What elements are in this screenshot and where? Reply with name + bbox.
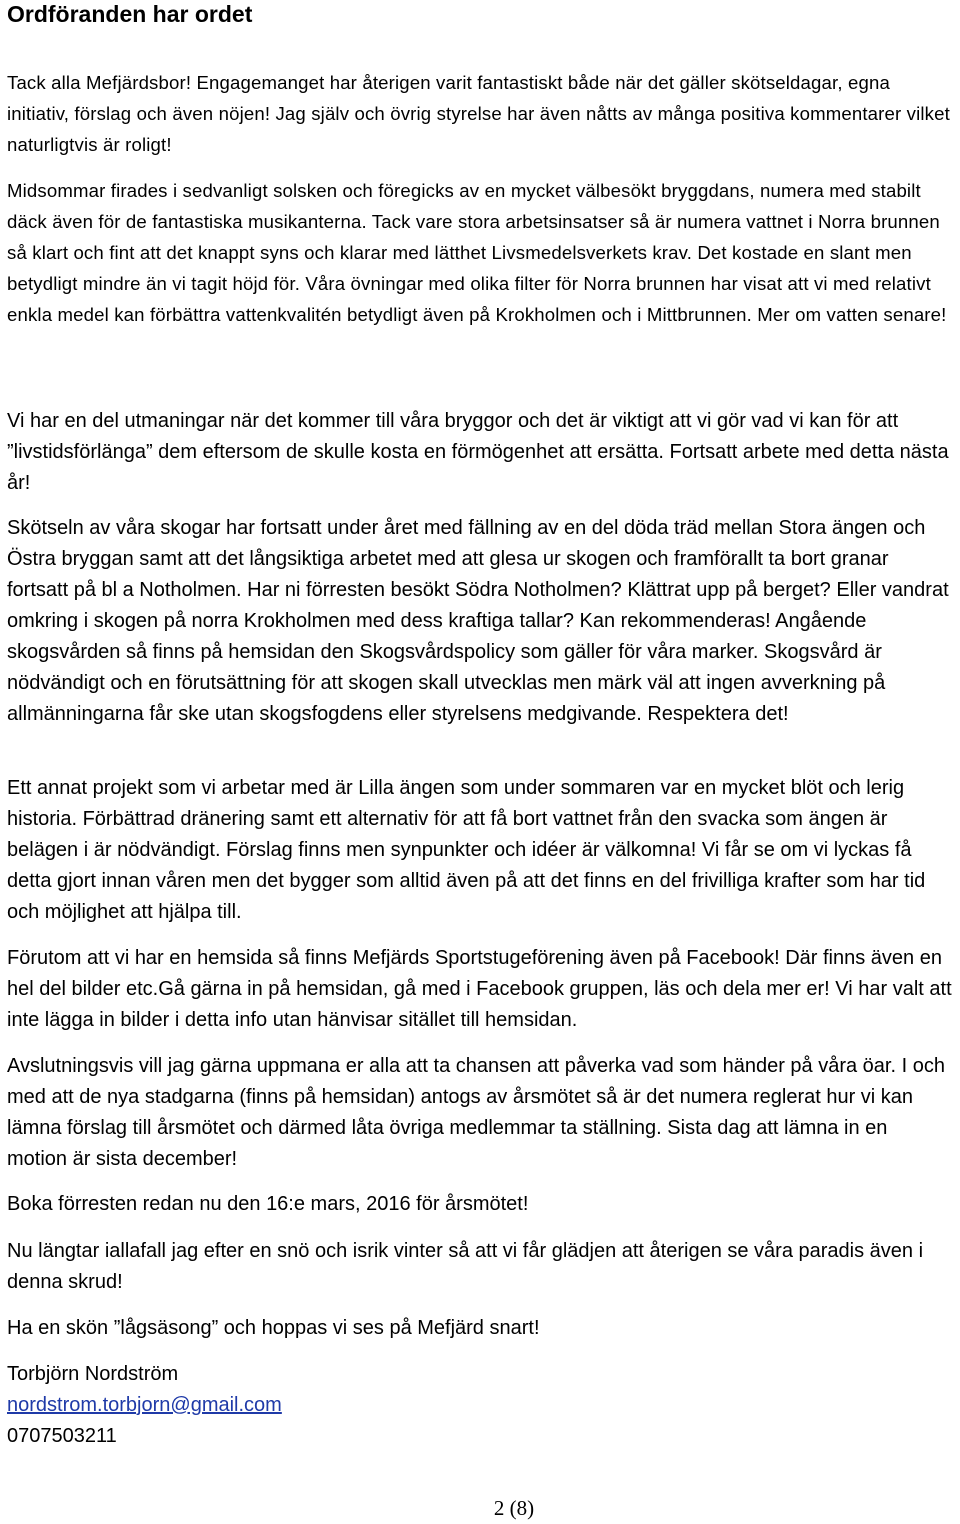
paragraph-vinter: Nu längtar iallafall jag efter en snö och isrik vinter så att vi får glädjen att återigen se våra paradis även i denna skrud! [7,1240,924,1293]
phone-number: 0707503211 [7,1425,117,1447]
paragraph-lilla-angen: Ett annat projekt som vi arbetar med är Lilla ängen som under sommaren var en mycket blöt och lerig historia. Förbättrad dränering samt ett alternativ för att få bort vattnet från den svacka som ängen är belägen i är nödvändigt. Förslag finns men synpunkter och idéer är välkomna! Vi får se om vi lyckas få detta gjort innan våren men det bygger som alltid även på att det finns en del frivilliga krafter som har tid och möjlighet att hjälpa till. [7,777,926,923]
paragraph-skogar: Skötseln av våra skogar har fortsatt under året med fällning av en del döda träd mellan Stora ängen och Östra bryggan samt att det långsiktiga arbetet med att glesa ur skogen och framförallt ta bort granar fortsatt på bl a Notholmen. Har ni förresten besökt Södra Notholmen? Klättrat upp på berget? Eller vandrat omkring i skogen på norra Krokholmen med dess kraftiga tallar? Kan rekommenderas! Angående skogsvården så finns på hemsidan den Skogsvårdspolicy som gäller för våra marker. Skogsvård är nödvändigt och en förutsättning för att skogen skall utvecklas men märk väl att ingen avverkning på allmänningarna får ske utan skogsfogdens eller styrelsens medgivande. Respektera det! [7,517,949,725]
paragraph-arsmote: Boka förresten redan nu den 16:e mars, 2016 för årsmötet! [7,1193,529,1215]
email-link[interactable]: nordstrom.torbjorn@gmail.com [7,1394,282,1416]
signature-block [7,1359,282,1452]
paragraph-midsommar: Midsommar firades i sedvanligt solsken och föregicks av en mycket välbesökt bryggdans, numera med stabilt däck även för de fantastiska musikanterna. Tack vare stora arbetsinsatser så är numera vattnet i Norra brunnen så klart och fint att det knappt syns och klarar med lätthet Livsmedelsverkets krav. Det kostade en slant men betydligt mindre än vi tagit höjd för. Våra övningar med olika filter för Norra brunnen har visat att vi med relativt enkla medel kan förbättra vattenkvalitén betydligt även på Krokholmen och i Mittbrunnen. Mer om vatten senare! [7,180,947,325]
paragraph-hemsida: Förutom att vi har en hemsida så finns Mefjärds Sportstugeförening även på Facebook! Där finns även en hel del bilder etc.Gå gärna in på hemsidan, gå med i Facebook gruppen, läs och dela mer er! Vi har valt att inte lägga in bilder i detta info utan hänvisar sitället till hemsidan. [7,947,952,1031]
paragraph-thanks: Tack alla Mefjärdsbor! Engagemanget har återigen varit fantastiskt både när det gäller skötseldagar, egna initiativ, förslag och även nöjen! Jag själv och övrig styrelse har även nåtts av många positiva kommentarer vilket naturligtvis är roligt! [7,72,950,155]
signature-name: Torbjörn Nordström [7,1363,179,1385]
paragraph-avslutning: Avslutningsvis vill jag gärna uppmana er alla att ta chansen att påverka vad som händer på våra öar. I och med att de nya stadgarna (finns på hemsidan) antogs av årsmötet så är det numera reglerat hur vi kan lämna förslag till årsmötet och därmed låta övriga medlemmar ta ställning. Sista dag att lämna in en motion är sista december! [7,1055,945,1170]
page-number: 2 (8) [493,1496,535,1520]
document-title: Ordföranden har ordet [7,1,253,27]
paragraph-bryggor: Vi har en del utmaningar när det kommer till våra bryggor och det är viktigt att vi gör vad vi kan för att ”livstidsförlänga” dem eftersom de skulle kosta en förmögenhet att ersätta. Fortsatt arbete med detta nästa år! [7,410,949,494]
paragraph-hej: Ha en skön ”lågsäsong” och hoppas vi ses på Mefjärd snart! [7,1317,540,1339]
